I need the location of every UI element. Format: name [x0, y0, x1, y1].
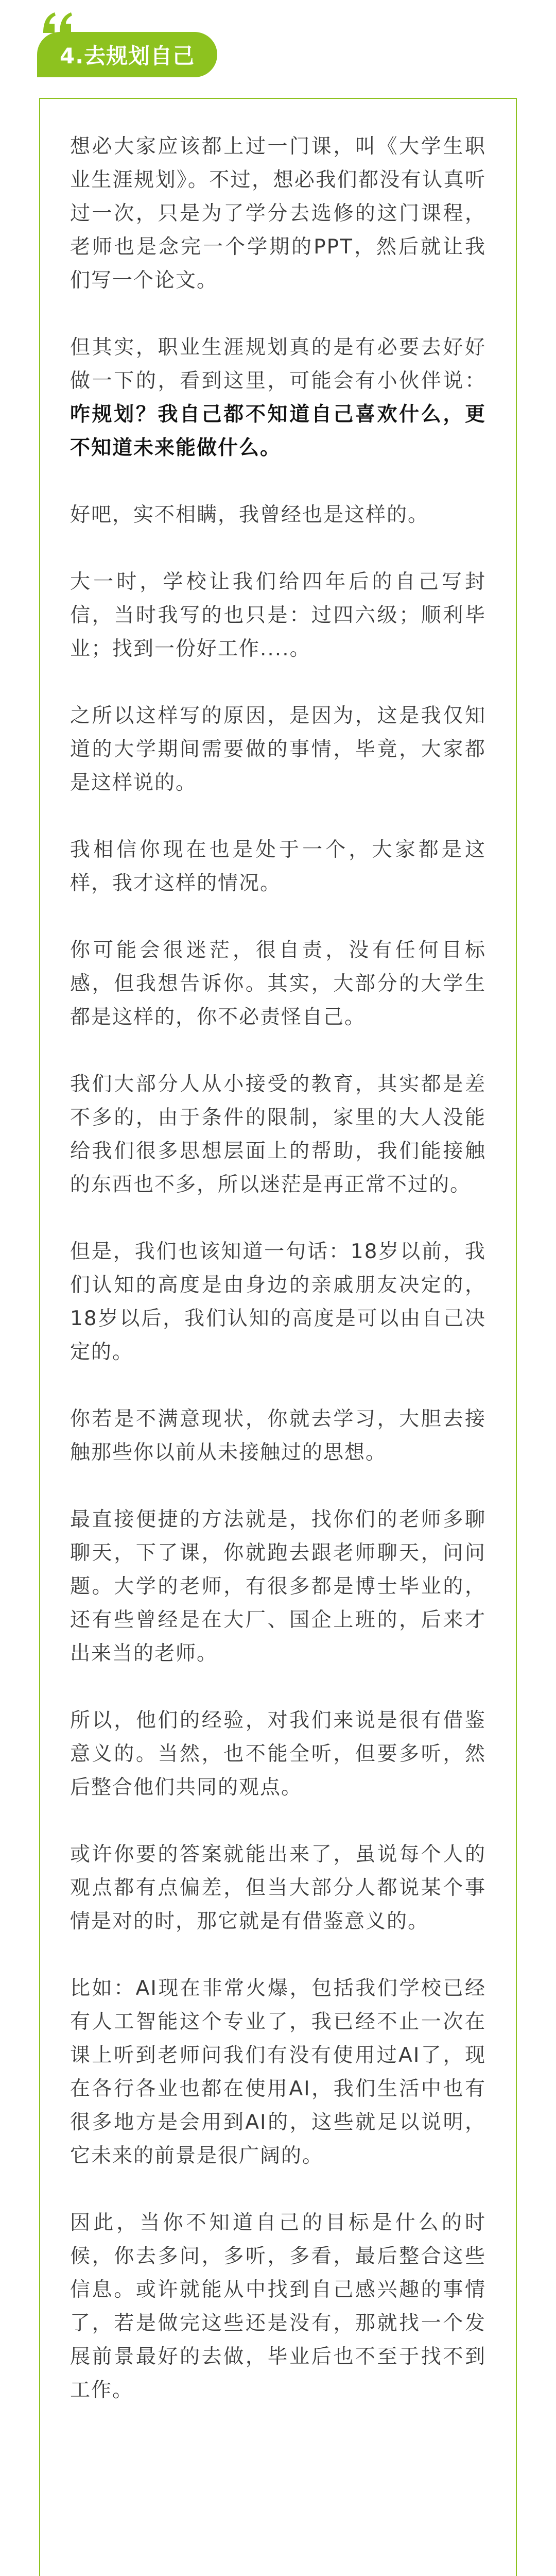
- paragraph: 之所以这样写的原因，是因为，这是我仅知道的大学期间需要做的事情，毕竟，大家都是这样说的。: [70, 704, 486, 794]
- paragraph: 所以，他们的经验，对我们来说是很有借鉴意义的。当然，也不能全听，但要多听，然后整合他们共同的观点。: [70, 1709, 486, 1799]
- paragraph: 最直接便捷的方法就是，找你们的老师多聊聊天，下了课，你就跑去跟老师聊天，问问题。大学的老师，有很多都是博士毕业的，还有些曾经是在大厂、国企上班的，后来才出来当的老师。: [70, 1508, 486, 1665]
- paragraph: 但是，我们也该知道一句话：18岁以前，我们认知的高度是由身边的亲戚朋友决定的，18岁以后，我们认知的高度是可以由自己决定的。: [70, 1240, 486, 1364]
- paragraph: 大一时，学校让我们给四年后的自己写封信，当时我写的也只是：过四六级；顺利毕业；找到一份好工作....。: [70, 570, 486, 660]
- paragraph: 我们大部分人从小接受的教育，其实都是差不多的，由于条件的限制，家里的大人没能给我们很多思想层面上的帮助，我们能接触的东西也不多，所以迷茫是再正常不过的。: [70, 1073, 486, 1196]
- paragraph: 或许你要的答案就能出来了，虽说每个人的观点都有点偏差，但当大部分人都说某个事情是对的时，那它就是有借鉴意义的。: [70, 1843, 486, 1933]
- paragraph-text: 但其实，职业生涯规划真的是有必要去好好做一下的，看到这里，可能会有小伙伴说：: [70, 336, 486, 393]
- paragraph: 比如：AI现在非常火爆，包括我们学校已经有人工智能这个专业了，我已经不止一次在课上听到老师问我们有没有使用过AI了，现在各行各业也都在使用AI，我们生活中也有很多地方是会用到AI的，这些就足以说明，它未来的前景是很广阔的。: [70, 1977, 486, 2167]
- paragraph: 你可能会很迷茫，很自责，没有任何目标感，但我想告诉你。其实，大部分的大学生都是这样的，你不必责怪自己。: [70, 939, 486, 1029]
- double-quote-icon: [41, 10, 74, 34]
- paragraph: 我相信你现在也是处于一个，大家都是这样，我才这样的情况。: [70, 838, 486, 895]
- paragraph: 因此，当你不知道自己的目标是什么的时候，你去多问，多听，多看，最后整合这些信息。或许就能从中找到自己感兴趣的事情了，若是做完这些还是没有，那就找一个发展前景最好的去做，毕业后也不至于找不到工作。: [70, 2211, 486, 2402]
- section-header: [37, 32, 217, 77]
- paragraph: 好吧，实不相瞒，我曾经也是这样的。: [70, 503, 429, 527]
- paragraph: [70, 331, 486, 465]
- paragraph: 你若是不满意现状，你就去学习，大胆去接触那些你以前从未接触过的思想。: [70, 1408, 486, 1464]
- highlighted-quote: 咋规划？我自己都不知道自己喜欢什么，更不知道未来能做什么。: [70, 403, 486, 460]
- paragraph: 想必大家应该都上过一门课，叫《大学生职业生涯规划》。不过，想必我们都没有认真听过一次，只是为了学分去选修的这门课程，老师也是念完一个学期的PPT，然后就让我们写一个论文。: [70, 135, 486, 292]
- article-body: [39, 98, 517, 2576]
- section-title: 4.去规划自己: [60, 43, 195, 69]
